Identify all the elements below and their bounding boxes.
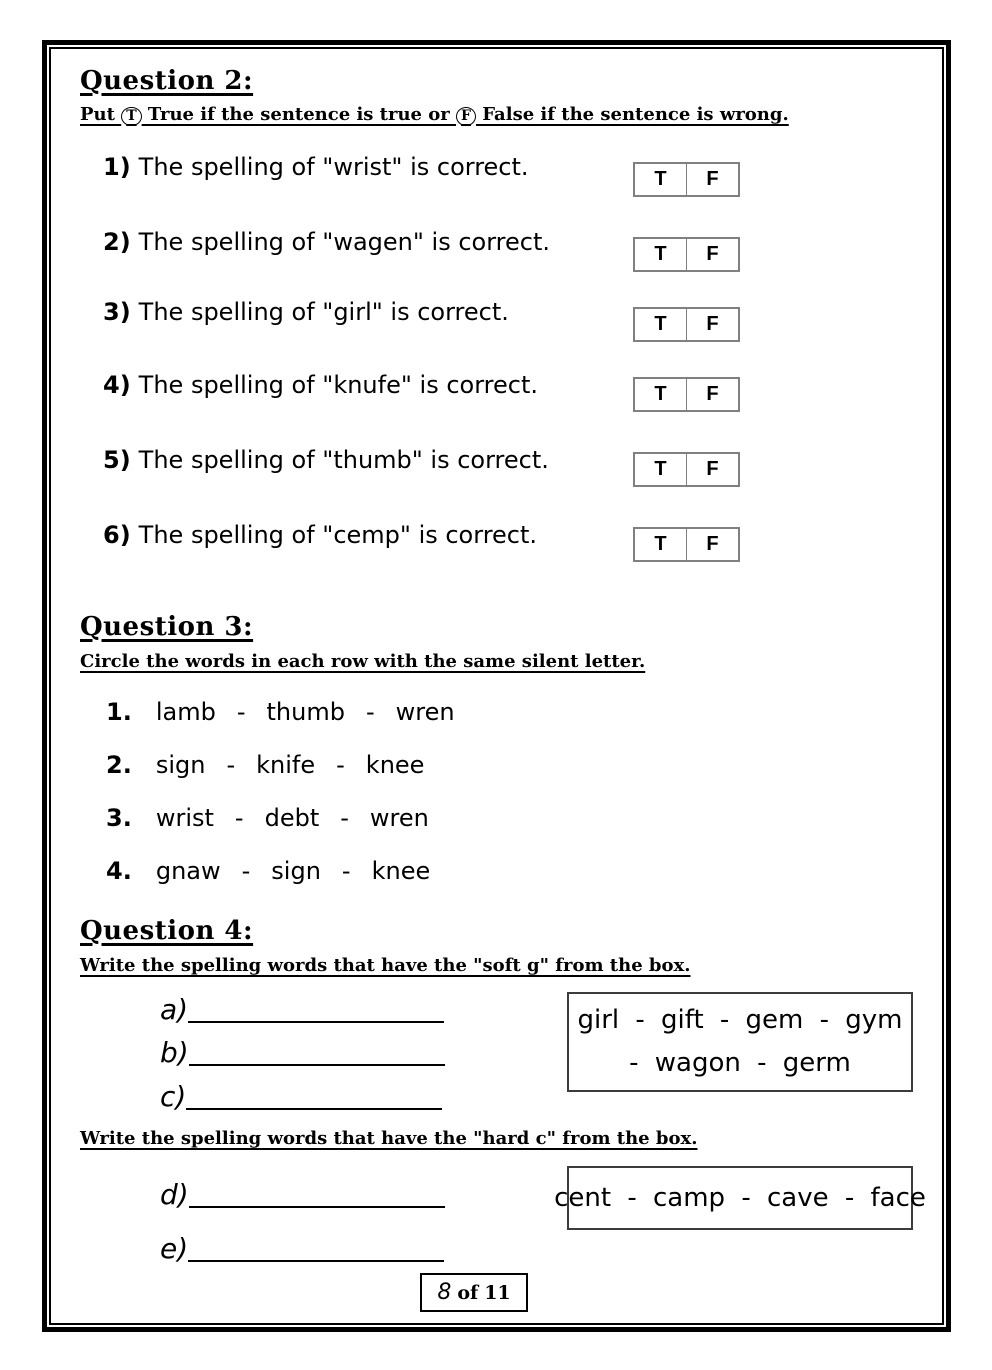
- tf-cell-true[interactable]: T: [635, 164, 687, 195]
- blank-label: e): [160, 1232, 189, 1266]
- q4-blank-c: [160, 1077, 442, 1113]
- q2-instruction-post: False if the sentence is wrong.: [476, 104, 789, 125]
- q2-item-number: 3): [103, 298, 131, 326]
- tf-cell-true[interactable]: T: [635, 239, 687, 270]
- circled-f-symbol: F: [456, 107, 476, 126]
- true-false-box-4: [633, 377, 740, 412]
- q2-item-text: The spelling of "girl" is correct.: [138, 298, 509, 326]
- q3-word[interactable]: lamb: [155, 698, 216, 726]
- q4-blank-d: [160, 1175, 445, 1211]
- q4-hard-c-instruction: Write the spelling words that have the "hard c" from the box.: [80, 1128, 698, 1149]
- q3-row-2: [106, 751, 424, 779]
- q4-soft-g-instruction: Write the spelling words that have the "soft g" from the box.: [80, 955, 691, 976]
- dash-separator: -: [365, 698, 375, 726]
- q3-word[interactable]: thumb: [266, 698, 345, 726]
- q2-item-text: The spelling of "thumb" is correct.: [138, 446, 549, 474]
- q3-row-3: [106, 804, 429, 832]
- answer-line[interactable]: [189, 1206, 445, 1208]
- word-bank-line: cent - camp - cave - face: [554, 1182, 926, 1213]
- q3-word[interactable]: wrist: [155, 804, 214, 832]
- circled-t-symbol: T: [121, 107, 141, 126]
- word-bank-line: girl - gift - gem - gym: [577, 1005, 903, 1035]
- q3-row-number: 1.: [106, 698, 132, 726]
- question3-title: Question 3:: [80, 612, 254, 642]
- tf-cell-true[interactable]: T: [635, 309, 687, 340]
- q3-word[interactable]: gnaw: [155, 857, 221, 885]
- q2-item-number: 6): [103, 521, 131, 549]
- answer-line[interactable]: [186, 1108, 442, 1110]
- true-false-box-5: [633, 452, 740, 487]
- blank-label: d): [160, 1178, 189, 1212]
- soft-g-word-bank-box: [567, 992, 913, 1092]
- answer-line[interactable]: [188, 1260, 444, 1262]
- tf-cell-false[interactable]: F: [706, 458, 719, 480]
- q3-word[interactable]: knife: [256, 751, 316, 779]
- blank-label: c): [160, 1080, 187, 1114]
- q3-word[interactable]: knee: [365, 751, 425, 779]
- q2-item-number: 2): [103, 228, 131, 256]
- q2-item-text: The spelling of "knufe" is correct.: [138, 371, 538, 399]
- dash-separator: -: [340, 804, 349, 832]
- q3-row-1: [106, 698, 455, 726]
- q2-item-6: [103, 521, 537, 549]
- true-false-box-6: [633, 527, 740, 562]
- q2-instruction-pre: Put: [80, 104, 122, 125]
- q3-word[interactable]: sign: [271, 857, 321, 885]
- q2-item-3: [103, 298, 509, 326]
- tf-cell-true[interactable]: T: [635, 529, 687, 560]
- blank-label: a): [160, 993, 189, 1027]
- tf-cell-false[interactable]: F: [706, 383, 719, 405]
- word-bank-line: - wagon - germ: [629, 1048, 851, 1078]
- q3-word[interactable]: wren: [369, 804, 429, 832]
- q3-row-4: [106, 857, 430, 885]
- q2-item-1: [103, 153, 529, 181]
- q2-item-text: The spelling of "wagen" is correct.: [138, 228, 550, 256]
- tf-cell-true[interactable]: T: [635, 379, 687, 410]
- q4-blank-e: [160, 1229, 444, 1265]
- tf-cell-true[interactable]: T: [635, 454, 687, 485]
- q2-item-text: The spelling of "cemp" is correct.: [138, 521, 538, 549]
- q3-word[interactable]: knee: [371, 857, 431, 885]
- q2-item-text: The spelling of "wrist" is correct.: [138, 153, 529, 181]
- q2-instruction-mid: True if the sentence is true or: [141, 104, 457, 125]
- dash-separator: -: [236, 698, 246, 726]
- tf-cell-false[interactable]: F: [706, 533, 719, 555]
- q4-blank-b: [160, 1033, 445, 1069]
- page-number: 8: [437, 1280, 452, 1305]
- true-false-box-1: [633, 162, 740, 197]
- tf-cell-false[interactable]: F: [706, 168, 719, 190]
- page-total: 11: [484, 1281, 511, 1304]
- hard-c-word-bank-box: [554, 1166, 926, 1230]
- dash-separator: -: [226, 751, 236, 779]
- q2-item-4: [103, 371, 538, 399]
- true-false-box-2: [633, 237, 740, 272]
- question4-title: Question 4:: [80, 916, 254, 946]
- q3-row-number: 2.: [106, 751, 132, 779]
- dash-separator: -: [336, 751, 345, 779]
- dash-separator: -: [341, 857, 351, 885]
- question2-title: Question 2:: [80, 66, 254, 96]
- q4-blank-a: [160, 990, 444, 1026]
- q3-word[interactable]: sign: [155, 751, 206, 779]
- q2-item-5: [103, 446, 549, 474]
- dash-separator: -: [234, 804, 244, 832]
- dash-separator: -: [241, 857, 251, 885]
- question3-instruction: Circle the words in each row with the same silent letter.: [80, 651, 646, 672]
- q2-item-number: 1): [103, 153, 131, 181]
- blank-label: b): [160, 1036, 189, 1070]
- true-false-box-3: [633, 307, 740, 342]
- q2-item-number: 5): [103, 446, 131, 474]
- question2-instruction: [80, 104, 789, 125]
- q3-row-number: 4.: [106, 857, 132, 885]
- q2-item-number: 4): [103, 371, 131, 399]
- answer-line[interactable]: [189, 1064, 445, 1066]
- tf-cell-false[interactable]: F: [706, 243, 719, 265]
- page-number-box: [420, 1273, 528, 1312]
- q3-word[interactable]: debt: [264, 804, 320, 832]
- q3-word[interactable]: wren: [395, 698, 455, 726]
- tf-cell-false[interactable]: F: [706, 313, 719, 335]
- q3-row-number: 3.: [106, 804, 132, 832]
- page-of-label: of: [457, 1281, 479, 1304]
- q2-item-2: [103, 228, 550, 256]
- answer-line[interactable]: [188, 1021, 444, 1023]
